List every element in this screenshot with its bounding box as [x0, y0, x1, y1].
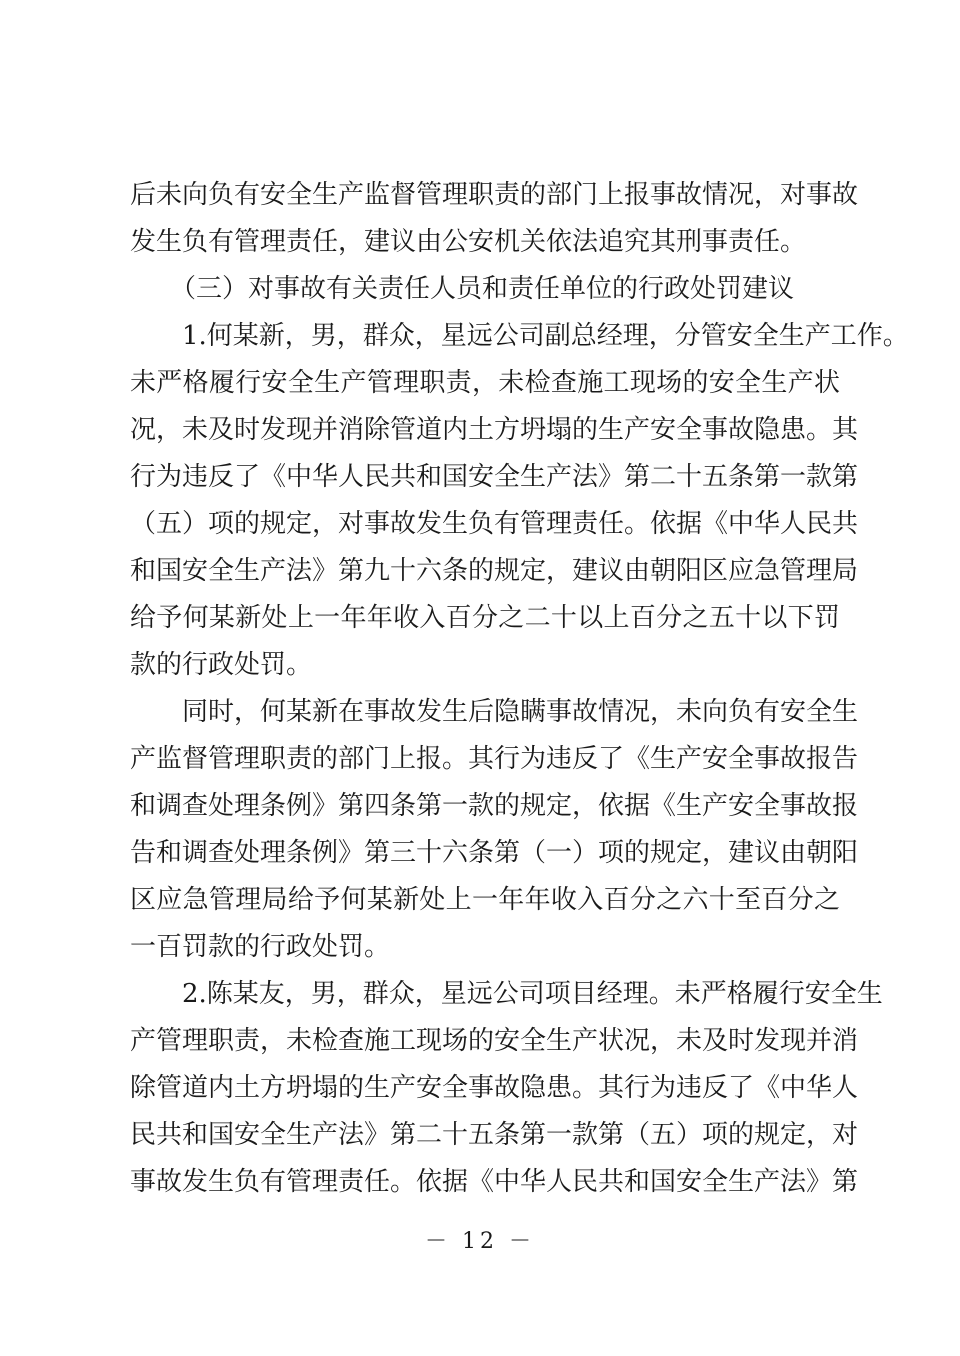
text-line: 产监督管理职责的部门上报。其行为违反了《生产安全事故报告 [130, 744, 859, 774]
section-heading: （三）对事故有关责任人员和责任单位的行政处罚建议 [170, 274, 795, 304]
text-line: 给予何某新处上一年年收入百分之二十以上百分之五十以下罚 [130, 603, 840, 633]
text-line: 和调查处理条例》第四条第一款的规定，依据《生产安全事故报 [130, 791, 859, 821]
text-line: 款的行政处罚。 [130, 650, 313, 680]
body-text [130, 172, 909, 1206]
text-line: 未严格履行安全生产管理职责，未检查施工现场的安全生产状 [130, 368, 840, 398]
text-line: 行为违反了《中华人民共和国安全生产法》第二十五条第一款第 [130, 462, 859, 492]
text-line: 同时，何某新在事故发生后隐瞒事故情况，未向负有安全生 [182, 697, 859, 727]
text-line: 事故发生负有管理责任。依据《中华人民共和国安全生产法》第 [130, 1167, 859, 1197]
text-line: 一百罚款的行政处罚。 [130, 932, 391, 962]
text-line: 告和调查处理条例》第三十六条第（一）项的规定，建议由朝阳 [130, 838, 859, 868]
page-number: － 12 － [425, 1229, 535, 1254]
text-line: 除管道内土方坍塌的生产安全事故隐患。其行为违反了《中华人 [130, 1073, 859, 1103]
text-line: （五）项的规定，对事故发生负有管理责任。依据《中华人民共 [130, 509, 859, 539]
text-line: 发生负有管理责任，建议由公安机关依法追究其刑事责任。 [130, 227, 807, 257]
text-line: 和国安全生产法》第九十六条的规定，建议由朝阳区应急管理局 [130, 556, 859, 586]
text-line: 民共和国安全生产法》第二十五条第一款第（五）项的规定，对 [130, 1120, 859, 1150]
text-line: 1.何某新，男，群众，星远公司副总经理，分管安全生产工作。 [182, 321, 909, 351]
text-line: 2.陈某友，男，群众，星远公司项目经理。未严格履行安全生 [182, 979, 883, 1009]
text-line: 产管理职责，未检查施工现场的安全生产状况，未及时发现并消 [130, 1026, 859, 1056]
text-line: 后未向负有安全生产监督管理职责的部门上报事故情况，对事故 [130, 180, 859, 210]
text-line: 区应急管理局给予何某新处上一年年收入百分之六十至百分之 [130, 885, 840, 915]
text-line: 况，未及时发现并消除管道内土方坍塌的生产安全事故隐患。其 [130, 415, 859, 445]
